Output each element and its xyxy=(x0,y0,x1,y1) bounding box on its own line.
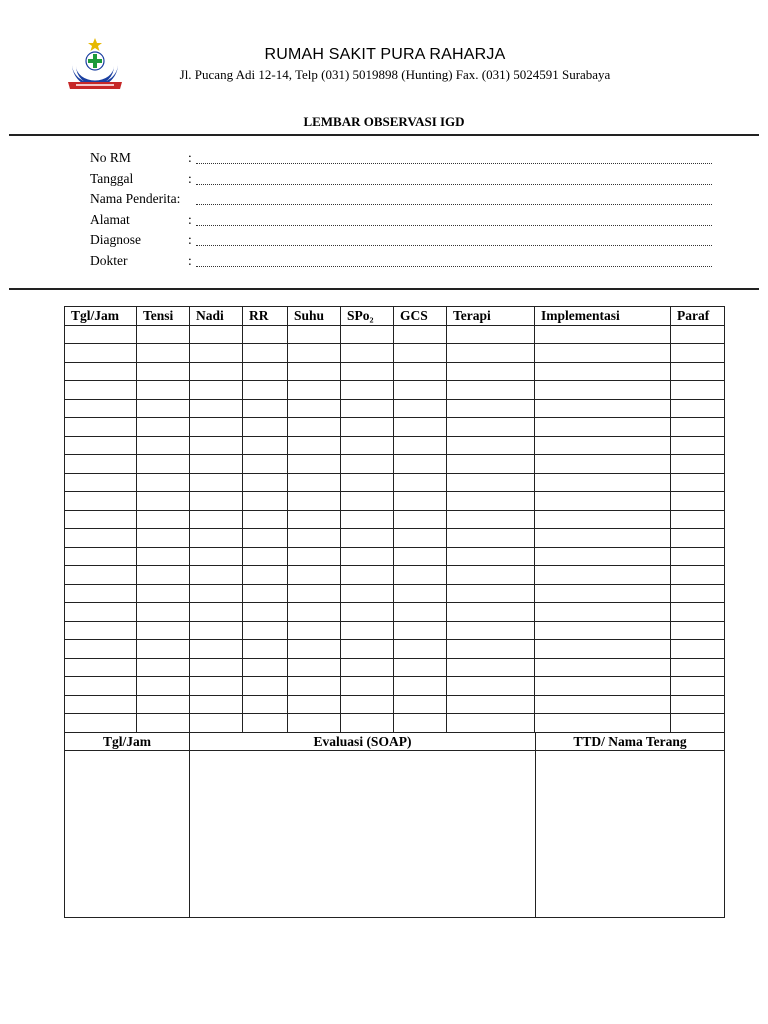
table-cell[interactable] xyxy=(137,399,190,418)
table-cell[interactable] xyxy=(447,695,535,714)
field-line[interactable] xyxy=(196,163,712,164)
table-cell[interactable] xyxy=(243,399,288,418)
table-cell[interactable] xyxy=(190,492,243,511)
table-row xyxy=(65,344,725,363)
col-header-implementasi: Implementasi xyxy=(535,307,671,326)
table-cell[interactable] xyxy=(190,714,243,733)
table-cell[interactable] xyxy=(341,418,394,437)
table-cell[interactable] xyxy=(65,621,137,640)
table-cell[interactable] xyxy=(535,603,671,622)
patient-info-fields xyxy=(90,150,720,274)
table-cell[interactable] xyxy=(341,436,394,455)
table-cell[interactable] xyxy=(341,714,394,733)
table-cell[interactable] xyxy=(65,584,137,603)
table-cell[interactable] xyxy=(65,714,137,733)
field-line[interactable] xyxy=(196,184,712,185)
table-cell[interactable] xyxy=(243,603,288,622)
table-cell[interactable] xyxy=(137,418,190,437)
table-cell[interactable] xyxy=(137,529,190,548)
table-row xyxy=(65,362,725,381)
table-cell[interactable] xyxy=(394,547,447,566)
table-cell[interactable] xyxy=(288,621,341,640)
table-cell[interactable] xyxy=(243,362,288,381)
table-cell[interactable] xyxy=(394,621,447,640)
table-cell[interactable] xyxy=(671,492,725,511)
table-cell[interactable] xyxy=(394,677,447,696)
table-cell[interactable] xyxy=(190,418,243,437)
table-cell[interactable] xyxy=(447,510,535,529)
eval-cell-tgl-jam[interactable] xyxy=(65,751,190,918)
table-cell[interactable] xyxy=(288,381,341,400)
table-cell[interactable] xyxy=(288,677,341,696)
table-cell[interactable] xyxy=(671,325,725,344)
table-cell[interactable] xyxy=(394,492,447,511)
table-cell[interactable] xyxy=(394,325,447,344)
table-cell[interactable] xyxy=(447,381,535,400)
table-cell[interactable] xyxy=(288,566,341,585)
table-cell[interactable] xyxy=(671,344,725,363)
table-cell[interactable] xyxy=(535,381,671,400)
table-cell[interactable] xyxy=(190,344,243,363)
table-cell[interactable] xyxy=(671,640,725,659)
table-cell[interactable] xyxy=(190,473,243,492)
table-cell[interactable] xyxy=(341,640,394,659)
table-row xyxy=(65,695,725,714)
field-line[interactable] xyxy=(196,245,712,246)
field-no-rm[interactable] xyxy=(90,150,720,171)
table-cell[interactable] xyxy=(243,714,288,733)
table-cell[interactable] xyxy=(671,436,725,455)
table-cell[interactable] xyxy=(394,584,447,603)
table-cell[interactable] xyxy=(243,529,288,548)
table-cell[interactable] xyxy=(243,436,288,455)
table-cell[interactable] xyxy=(137,621,190,640)
table-cell[interactable] xyxy=(341,566,394,585)
table-cell[interactable] xyxy=(671,677,725,696)
table-cell[interactable] xyxy=(190,621,243,640)
col-header-spo2: SPo₂ xyxy=(341,307,394,326)
table-cell[interactable] xyxy=(65,399,137,418)
field-alamat[interactable] xyxy=(90,212,720,233)
table-cell[interactable] xyxy=(394,344,447,363)
eval-cell-ttd[interactable] xyxy=(536,751,725,918)
form-title: LEMBAR OBSERVASI IGD xyxy=(303,114,465,129)
table-cell[interactable] xyxy=(243,325,288,344)
table-cell[interactable] xyxy=(447,436,535,455)
table-cell[interactable] xyxy=(288,399,341,418)
table-cell[interactable] xyxy=(341,381,394,400)
table-cell[interactable] xyxy=(137,658,190,677)
table-cell[interactable] xyxy=(288,510,341,529)
table-cell[interactable] xyxy=(535,566,671,585)
col-header-nadi: Nadi xyxy=(190,307,243,326)
table-cell[interactable] xyxy=(341,658,394,677)
table-cell[interactable] xyxy=(447,714,535,733)
table-cell[interactable] xyxy=(394,658,447,677)
table-cell[interactable] xyxy=(137,603,190,622)
table-cell[interactable] xyxy=(341,399,394,418)
table-cell[interactable] xyxy=(65,436,137,455)
table-row xyxy=(65,325,725,344)
table-cell[interactable] xyxy=(447,344,535,363)
table-cell[interactable] xyxy=(535,584,671,603)
table-cell[interactable] xyxy=(447,603,535,622)
table-cell[interactable] xyxy=(243,381,288,400)
table-cell[interactable] xyxy=(137,325,190,344)
table-cell[interactable] xyxy=(535,714,671,733)
table-cell[interactable] xyxy=(137,640,190,659)
table-cell[interactable] xyxy=(671,621,725,640)
table-cell[interactable] xyxy=(190,381,243,400)
table-cell[interactable] xyxy=(341,621,394,640)
table-cell[interactable] xyxy=(243,344,288,363)
table-cell[interactable] xyxy=(288,418,341,437)
table-cell[interactable] xyxy=(65,492,137,511)
table-row xyxy=(65,473,725,492)
table-cell[interactable] xyxy=(341,677,394,696)
col-header-rr: RR xyxy=(243,307,288,326)
table-cell[interactable] xyxy=(671,381,725,400)
table-cell[interactable] xyxy=(190,436,243,455)
field-line[interactable] xyxy=(196,266,712,267)
field-label: No RM xyxy=(90,150,131,165)
field-line[interactable] xyxy=(196,204,712,205)
table-cell[interactable] xyxy=(394,455,447,474)
table-cell[interactable] xyxy=(288,455,341,474)
table-cell[interactable] xyxy=(65,566,137,585)
field-label: Tanggal xyxy=(90,170,134,186)
eval-header-ttd: TTD/ Nama Terang xyxy=(536,733,725,751)
table-cell[interactable] xyxy=(447,473,535,492)
table-cell[interactable] xyxy=(341,344,394,363)
table-cell[interactable] xyxy=(243,510,288,529)
eval-cell-soap[interactable] xyxy=(190,751,536,918)
table-row xyxy=(65,658,725,677)
table-cell[interactable] xyxy=(243,473,288,492)
table-cell[interactable] xyxy=(394,381,447,400)
table-cell[interactable] xyxy=(671,362,725,381)
table-cell[interactable] xyxy=(447,399,535,418)
table-cell[interactable] xyxy=(394,714,447,733)
table-cell[interactable] xyxy=(65,529,137,548)
table-cell[interactable] xyxy=(288,325,341,344)
eval-header-soap: Evaluasi (SOAP) xyxy=(190,733,536,751)
table-cell[interactable] xyxy=(137,492,190,511)
table-row xyxy=(65,677,725,696)
table-cell[interactable] xyxy=(65,547,137,566)
table-cell[interactable] xyxy=(243,677,288,696)
table-cell[interactable] xyxy=(341,603,394,622)
table-cell[interactable] xyxy=(65,695,137,714)
table-cell[interactable] xyxy=(190,455,243,474)
table-cell[interactable] xyxy=(243,547,288,566)
table-cell[interactable] xyxy=(535,547,671,566)
table-cell[interactable] xyxy=(288,344,341,363)
table-cell[interactable] xyxy=(394,566,447,585)
table-cell[interactable] xyxy=(243,621,288,640)
table-cell[interactable] xyxy=(190,566,243,585)
table-cell[interactable] xyxy=(190,640,243,659)
col-header-suhu: Suhu xyxy=(288,307,341,326)
table-cell[interactable] xyxy=(341,362,394,381)
table-cell[interactable] xyxy=(394,603,447,622)
divider-bottom xyxy=(9,288,759,290)
observation-body xyxy=(65,325,725,732)
hospital-address: Jl. Pucang Adi 12-14, Telp (031) 5019898 (Hunting) Fax. (031) 5024591 Surabaya xyxy=(179,67,611,82)
table-row xyxy=(65,455,725,474)
field-colon: : xyxy=(188,232,192,248)
table-cell[interactable] xyxy=(671,399,725,418)
field-label: Nama Penderita: xyxy=(90,191,181,207)
table-cell[interactable] xyxy=(190,529,243,548)
table-cell[interactable] xyxy=(535,529,671,548)
table-cell[interactable] xyxy=(535,492,671,511)
table-cell[interactable] xyxy=(65,362,137,381)
table-cell[interactable] xyxy=(65,473,137,492)
table-cell[interactable] xyxy=(243,695,288,714)
hospital-name: RUMAH SAKIT PURA RAHARJA xyxy=(264,46,506,63)
table-cell[interactable] xyxy=(447,529,535,548)
table-cell[interactable] xyxy=(394,362,447,381)
table-cell[interactable] xyxy=(535,436,671,455)
table-cell[interactable] xyxy=(288,362,341,381)
table-cell[interactable] xyxy=(190,325,243,344)
table-cell[interactable] xyxy=(65,603,137,622)
table-cell[interactable] xyxy=(243,640,288,659)
table-cell[interactable] xyxy=(190,584,243,603)
field-colon: : xyxy=(188,150,192,165)
table-cell[interactable] xyxy=(447,547,535,566)
table-cell[interactable] xyxy=(535,695,671,714)
table-cell[interactable] xyxy=(288,714,341,733)
table-cell[interactable] xyxy=(671,695,725,714)
table-cell[interactable] xyxy=(341,492,394,511)
col-header-terapi: Terapi xyxy=(447,307,535,326)
field-dokter[interactable] xyxy=(90,253,720,274)
table-row xyxy=(65,418,725,437)
table-cell[interactable] xyxy=(288,695,341,714)
table-cell[interactable] xyxy=(535,510,671,529)
table-cell[interactable] xyxy=(394,399,447,418)
table-cell[interactable] xyxy=(447,621,535,640)
field-label: Dokter xyxy=(90,252,128,268)
table-cell[interactable] xyxy=(190,677,243,696)
table-cell[interactable] xyxy=(671,566,725,585)
evaluation-header-row xyxy=(65,733,725,751)
table-cell[interactable] xyxy=(535,455,671,474)
table-cell[interactable] xyxy=(65,381,137,400)
table-cell[interactable] xyxy=(243,566,288,585)
table-cell[interactable] xyxy=(137,584,190,603)
table-cell[interactable] xyxy=(288,547,341,566)
table-cell[interactable] xyxy=(190,399,243,418)
table-row xyxy=(65,584,725,603)
table-cell[interactable] xyxy=(671,455,725,474)
table-cell[interactable] xyxy=(243,455,288,474)
table-cell[interactable] xyxy=(447,640,535,659)
field-colon: : xyxy=(188,252,192,268)
observation-header-row xyxy=(65,307,725,326)
table-cell[interactable] xyxy=(288,603,341,622)
table-cell[interactable] xyxy=(394,529,447,548)
table-cell[interactable] xyxy=(288,529,341,548)
table-cell[interactable] xyxy=(447,566,535,585)
eval-header-tgl-jam: Tgl/Jam xyxy=(65,733,190,751)
table-cell[interactable] xyxy=(288,492,341,511)
table-cell[interactable] xyxy=(137,362,190,381)
table-row xyxy=(65,603,725,622)
table-cell[interactable] xyxy=(535,621,671,640)
divider-top xyxy=(9,134,759,136)
table-cell[interactable] xyxy=(394,695,447,714)
table-cell[interactable] xyxy=(671,714,725,733)
table-cell[interactable] xyxy=(190,603,243,622)
field-diagnose[interactable] xyxy=(90,232,720,253)
table-cell[interactable] xyxy=(671,584,725,603)
table-cell[interactable] xyxy=(190,658,243,677)
table-cell[interactable] xyxy=(535,399,671,418)
table-cell[interactable] xyxy=(243,658,288,677)
table-cell[interactable] xyxy=(671,510,725,529)
table-cell[interactable] xyxy=(137,566,190,585)
table-cell[interactable] xyxy=(341,695,394,714)
col-header-tensi: Tensi xyxy=(137,307,190,326)
table-cell[interactable] xyxy=(137,510,190,529)
table-row xyxy=(65,547,725,566)
table-cell[interactable] xyxy=(535,473,671,492)
table-row xyxy=(65,621,725,640)
table-cell[interactable] xyxy=(535,362,671,381)
table-cell[interactable] xyxy=(137,344,190,363)
table-cell[interactable] xyxy=(65,510,137,529)
table-cell[interactable] xyxy=(341,529,394,548)
table-cell[interactable] xyxy=(341,325,394,344)
table-cell[interactable] xyxy=(65,658,137,677)
field-colon: : xyxy=(188,170,192,186)
evaluation-row xyxy=(65,751,725,918)
table-cell[interactable] xyxy=(535,640,671,659)
field-label: Alamat xyxy=(90,211,130,227)
table-cell[interactable] xyxy=(137,677,190,696)
table-cell[interactable] xyxy=(671,529,725,548)
table-cell[interactable] xyxy=(190,510,243,529)
table-cell[interactable] xyxy=(447,362,535,381)
field-colon: : xyxy=(188,211,192,227)
table-cell[interactable] xyxy=(243,492,288,511)
field-line[interactable] xyxy=(196,225,712,226)
col-header-gcs: GCS xyxy=(394,307,447,326)
table-cell[interactable] xyxy=(288,436,341,455)
table-cell[interactable] xyxy=(671,473,725,492)
table-row xyxy=(65,399,725,418)
table-cell[interactable] xyxy=(394,473,447,492)
table-cell[interactable] xyxy=(190,695,243,714)
table-cell[interactable] xyxy=(394,436,447,455)
table-cell[interactable] xyxy=(288,640,341,659)
table-cell[interactable] xyxy=(341,473,394,492)
table-cell[interactable] xyxy=(190,362,243,381)
table-cell[interactable] xyxy=(137,547,190,566)
table-cell[interactable] xyxy=(447,584,535,603)
table-cell[interactable] xyxy=(394,418,447,437)
table-cell[interactable] xyxy=(137,714,190,733)
table-cell[interactable] xyxy=(394,510,447,529)
table-cell[interactable] xyxy=(65,418,137,437)
table-cell[interactable] xyxy=(394,640,447,659)
table-row xyxy=(65,381,725,400)
table-cell[interactable] xyxy=(137,436,190,455)
table-cell[interactable] xyxy=(341,584,394,603)
col-header-paraf: Paraf xyxy=(671,307,725,326)
table-row xyxy=(65,529,725,548)
table-cell[interactable] xyxy=(65,455,137,474)
observation-table xyxy=(64,306,725,733)
table-cell[interactable] xyxy=(190,547,243,566)
table-cell[interactable] xyxy=(288,473,341,492)
table-cell[interactable] xyxy=(243,584,288,603)
field-nama-penderita[interactable] xyxy=(90,191,720,212)
table-cell[interactable] xyxy=(65,677,137,696)
field-tanggal[interactable] xyxy=(90,171,720,192)
table-cell[interactable] xyxy=(535,344,671,363)
table-cell[interactable] xyxy=(447,677,535,696)
table-row xyxy=(65,436,725,455)
table-row xyxy=(65,492,725,511)
table-cell[interactable] xyxy=(137,455,190,474)
table-cell[interactable] xyxy=(447,455,535,474)
col-header-tgl-jam: Tgl/Jam xyxy=(65,307,137,326)
table-cell[interactable] xyxy=(535,658,671,677)
table-cell[interactable] xyxy=(341,547,394,566)
table-row xyxy=(65,510,725,529)
table-cell[interactable] xyxy=(535,418,671,437)
table-cell[interactable] xyxy=(671,418,725,437)
table-cell[interactable] xyxy=(447,492,535,511)
table-row xyxy=(65,714,725,733)
table-cell[interactable] xyxy=(137,381,190,400)
table-cell[interactable] xyxy=(288,584,341,603)
table-cell[interactable] xyxy=(535,677,671,696)
table-cell[interactable] xyxy=(243,418,288,437)
table-cell[interactable] xyxy=(65,344,137,363)
table-cell[interactable] xyxy=(137,473,190,492)
table-cell[interactable] xyxy=(65,325,137,344)
evaluation-table xyxy=(64,732,725,918)
field-label: Diagnose xyxy=(90,232,141,248)
table-row xyxy=(65,566,725,585)
table-cell[interactable] xyxy=(447,325,535,344)
table-cell[interactable] xyxy=(65,640,137,659)
table-cell[interactable] xyxy=(671,658,725,677)
table-cell[interactable] xyxy=(341,455,394,474)
hospital-logo xyxy=(64,36,126,98)
table-cell[interactable] xyxy=(671,603,725,622)
table-cell[interactable] xyxy=(671,547,725,566)
table-row xyxy=(65,640,725,659)
star-icon xyxy=(88,38,102,51)
table-cell[interactable] xyxy=(137,695,190,714)
table-cell[interactable] xyxy=(447,418,535,437)
table-cell[interactable] xyxy=(341,510,394,529)
table-cell[interactable] xyxy=(288,658,341,677)
table-cell[interactable] xyxy=(447,658,535,677)
table-cell[interactable] xyxy=(535,325,671,344)
